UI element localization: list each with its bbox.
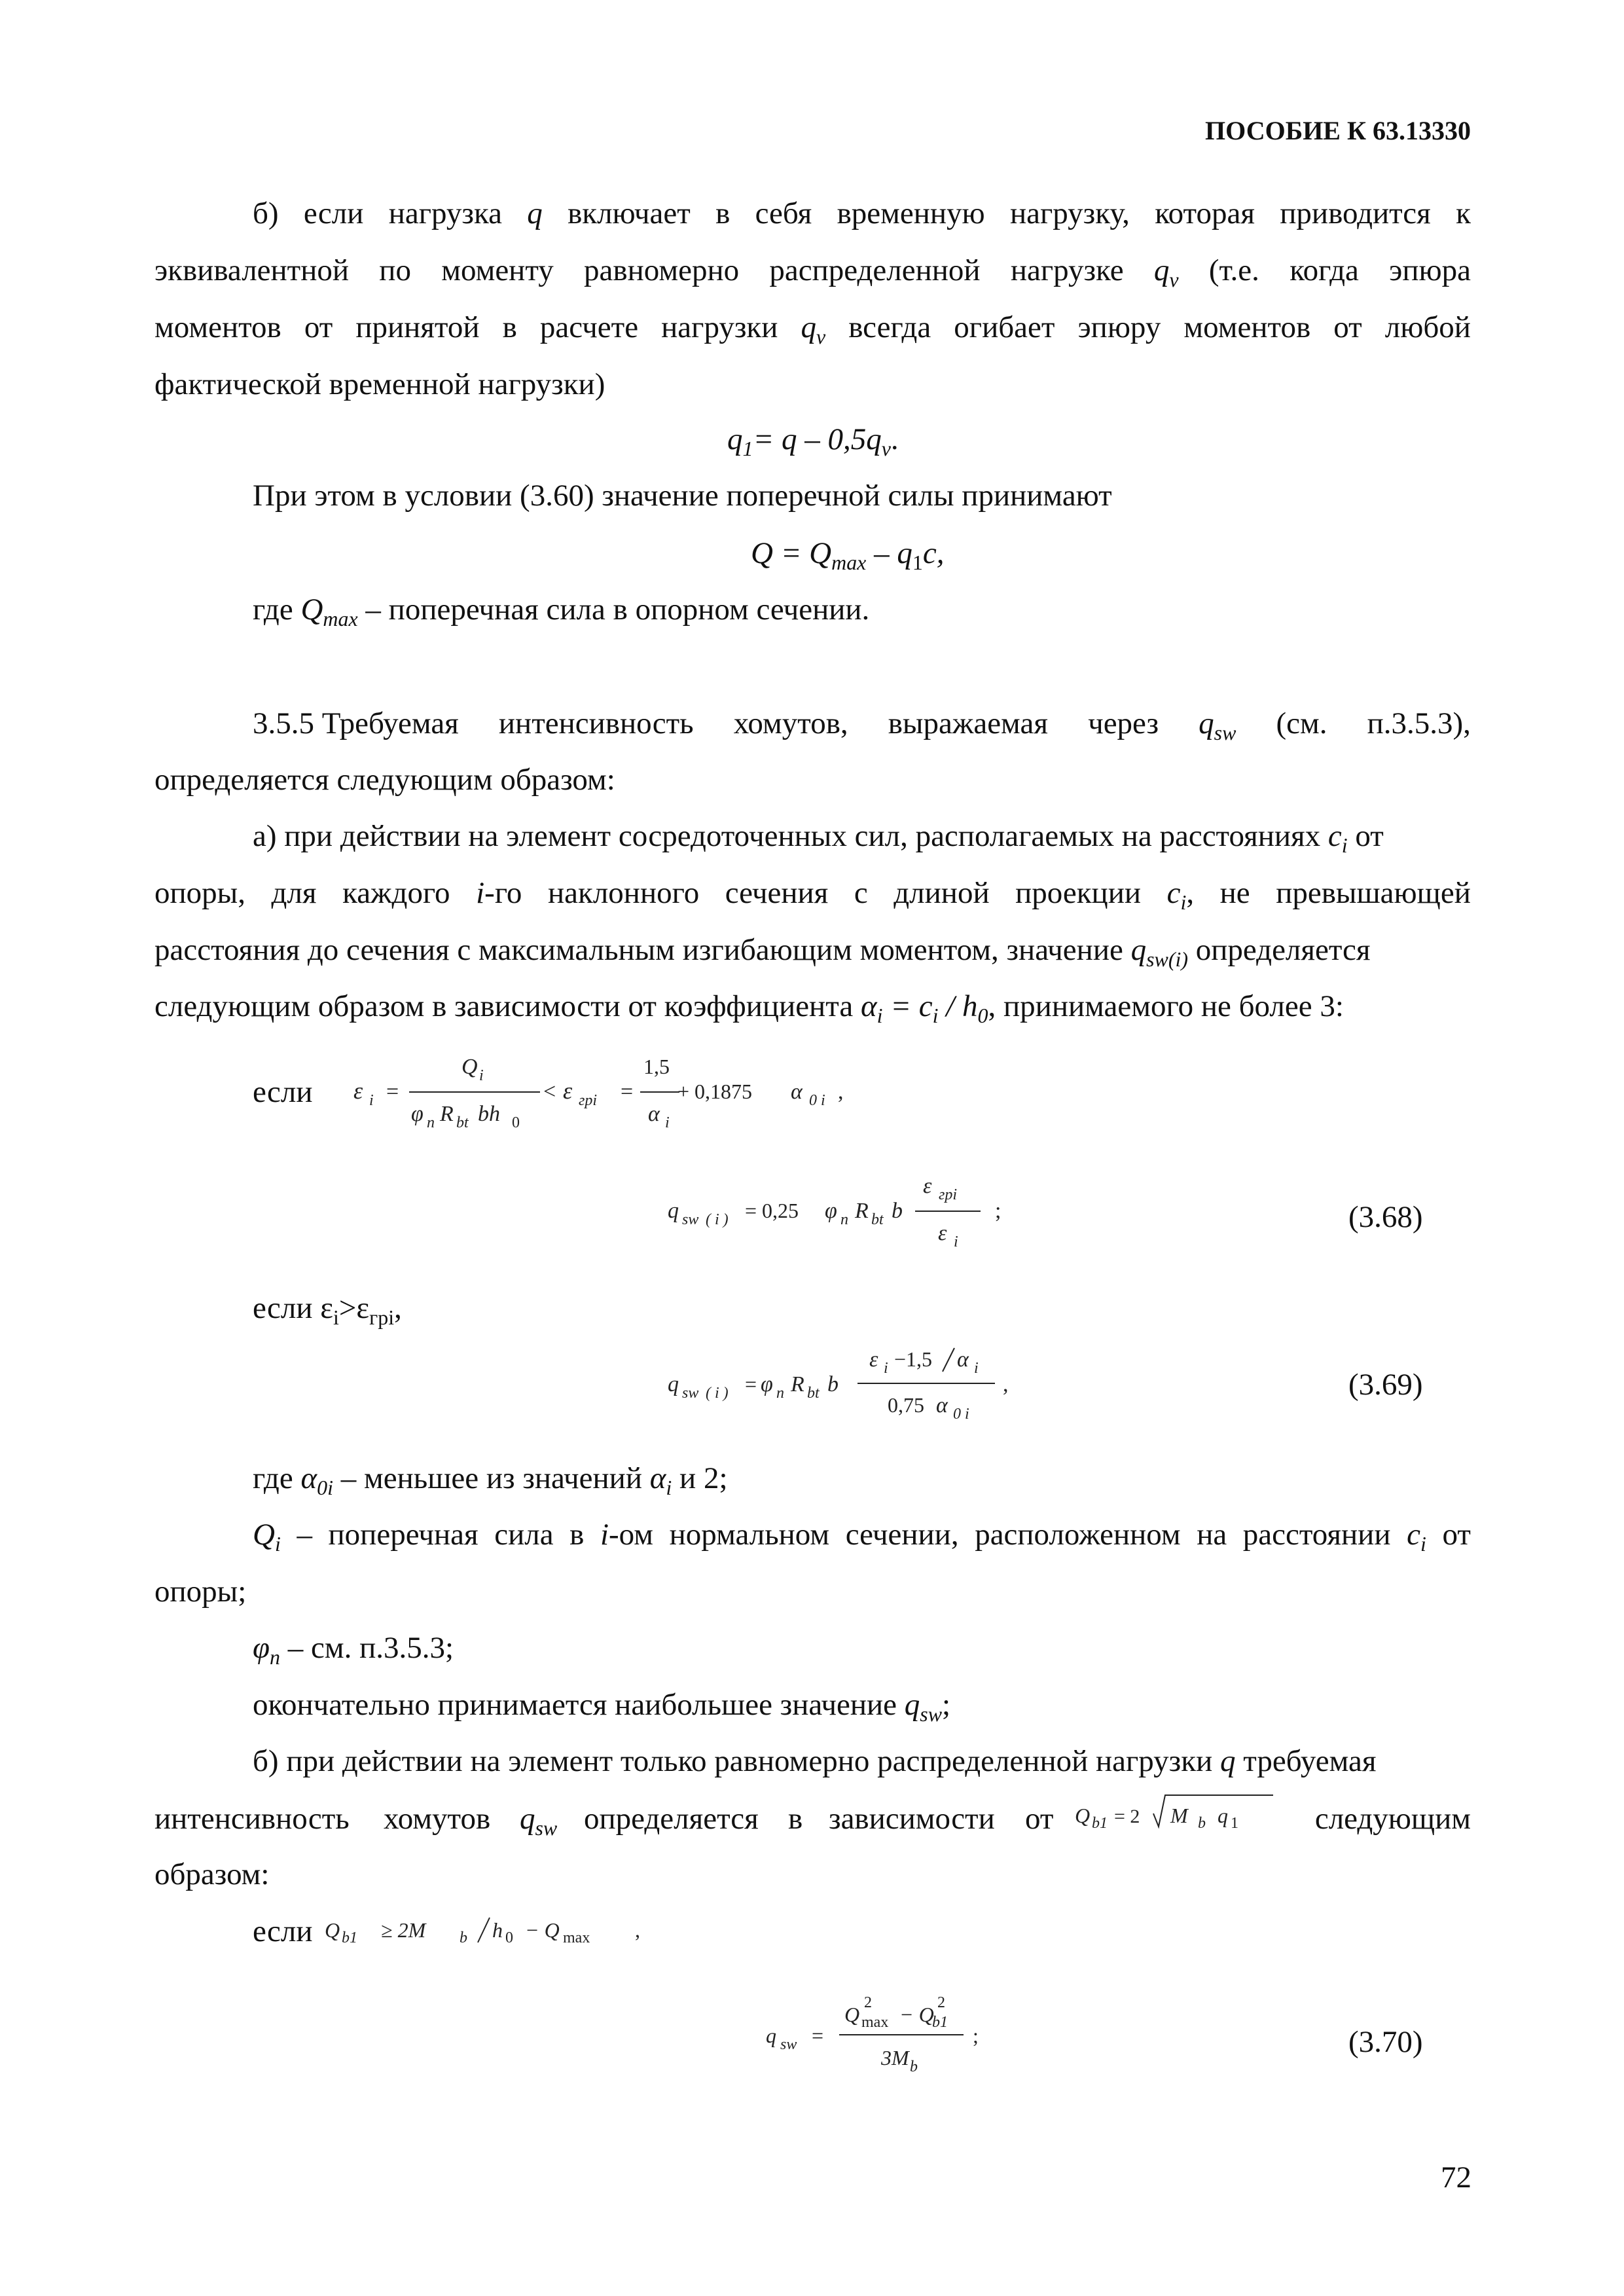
cond1-alpha0-sub: 0 i [809, 1092, 825, 1109]
qb1-eq: = 2 [1114, 1806, 1140, 1827]
eq369-den: 0,75 [888, 1393, 924, 1417]
def-Qi-line2: опоры; [154, 1575, 247, 1609]
eq368-bt: bt [871, 1211, 884, 1228]
eq368-R: R [855, 1199, 869, 1223]
eq369-sw: sw [682, 1385, 699, 1402]
eq368-sw: sw [682, 1211, 699, 1228]
cond3-max: max [563, 1929, 590, 1946]
cond1-eps2: ε [563, 1078, 573, 1104]
def-Qi-line1: $Q_i$ – поперечная сила в i-ом нормальном сечении, расположенном на расстоянии $c_i$ от [253, 1518, 1471, 1556]
cond1-if-label: если [253, 1075, 313, 1109]
eq369-alpha-sub: i [974, 1360, 979, 1377]
eq370-sw: sw [780, 2036, 797, 2053]
eq370-eq: = [812, 2024, 824, 2047]
cond3-zero: 0 [505, 1929, 513, 1946]
cond3-b1: b1 [342, 1929, 357, 1946]
eq369-slash [943, 1348, 954, 1372]
cond3-formula [321, 1902, 661, 1954]
para-b2-line1: При этом в условии (3.60) значение поперечной силы принимают [253, 479, 1112, 513]
cond1-R: R [440, 1102, 454, 1126]
cond2-line: если $\varepsilon_i>\varepsilon_{гpi}$, [253, 1291, 402, 1329]
eq370-number: (3.70) [1348, 2025, 1423, 2059]
eq369-eq: = [745, 1372, 757, 1396]
cond3-if-label: если [253, 1914, 313, 1948]
cond1-num15: 1,5 [643, 1055, 670, 1078]
eq368-phi: φ [825, 1199, 837, 1223]
cond1-eps: ε [353, 1078, 363, 1104]
eq368-eq: = 0,25 [745, 1199, 799, 1222]
eq370-two2: 2 [937, 1994, 945, 2011]
cond1-formula [340, 1048, 943, 1146]
cond1-bh: bh [478, 1102, 500, 1126]
para-b3-line3: образом: [154, 1857, 270, 1891]
cond1-R-sub: bt [456, 1114, 469, 1131]
eq370-two: 2 [864, 1994, 872, 2011]
cond1-bh-sub: 0 [512, 1114, 520, 1131]
qb1-b1: b1 [1092, 1815, 1108, 1832]
eq370-Q: Q [844, 2003, 860, 2026]
eq370-q: q [766, 2024, 776, 2047]
para-b3-line1: б) при действии на элемент только равномерно распределенной нагрузки q требуемая [253, 1744, 1377, 1778]
para-a-line3: расстояния до сечения с максимальным изгибающим моментом, значение $q_{sw(i)}$ определяется [154, 933, 1371, 971]
cond1-alpha: α [648, 1102, 660, 1126]
eq368-b: b [892, 1199, 903, 1223]
cond3-slash [478, 1918, 490, 1942]
formula-Q: $Q = Q_{max} - q_1c$, [751, 536, 945, 574]
cond1-phi-sub: n [427, 1114, 435, 1131]
cond1-Q: Q [461, 1055, 478, 1079]
eq368-den: ε [938, 1221, 947, 1245]
cond3-b: b [460, 1929, 467, 1946]
eq369-eps: ε [869, 1347, 878, 1372]
cond3-comma: , [635, 1918, 640, 1942]
section-355-line2: определяется следующим образом: [154, 763, 615, 797]
section-355-line1: 3.5.5 Требуемая интенсивность хомутов, выражаемая через $q_{sw}$ (см. п.3.5.3), [253, 706, 1471, 744]
eq369-n: n [776, 1385, 784, 1402]
eq368-q: q [668, 1199, 679, 1223]
eq370-semi: ; [973, 2024, 979, 2047]
qb1-one: 1 [1231, 1815, 1238, 1832]
qb1-q: q [1218, 1804, 1228, 1827]
cond1-eq2: = [621, 1080, 634, 1104]
eq370-b: b [910, 2058, 918, 2075]
eq369-bt: bt [807, 1385, 820, 1402]
def-phin: $\varphi_n$ – см. п.3.5.3; [253, 1631, 454, 1669]
eq368-num: ε [923, 1174, 932, 1198]
eq370-formula [759, 1984, 1034, 2082]
eq368-formula [661, 1165, 1067, 1264]
eq369-R: R [791, 1372, 804, 1396]
eq370-minus: − Q [899, 2003, 934, 2026]
cond1-Q-sub: i [479, 1067, 484, 1084]
para-b3-inline-formula [1074, 1787, 1290, 1840]
para-a-line2: опоры, для каждого i-го наклонного сечения с длиной проекции $c_i$, не превышающей [154, 876, 1471, 914]
eq370-den: 3M [881, 2046, 909, 2069]
cond1-alpha-sub: i [665, 1114, 670, 1131]
eq368-ip: ( i ) [706, 1211, 729, 1228]
eq369-ip: ( i ) [706, 1385, 729, 1402]
cond1-phi: φ [411, 1102, 424, 1126]
eq368-number: (3.68) [1348, 1200, 1423, 1234]
eq368-semi: ; [995, 1199, 1001, 1223]
qb1-M: M [1170, 1804, 1188, 1827]
cond3-Q: Q [325, 1918, 340, 1942]
para-b1-line4: фактической временной нагрузки) [154, 367, 605, 401]
eq369-number: (3.69) [1348, 1368, 1423, 1402]
cond1-alpha0: α [791, 1080, 803, 1104]
eq369-phi: φ [761, 1372, 773, 1396]
page-number: 72 [1441, 2160, 1471, 2195]
eq369-eps-sub: i [884, 1360, 888, 1377]
eq368-den-sub: i [954, 1233, 958, 1250]
qb1-Q: Q [1075, 1804, 1091, 1827]
formula-q1: $q_1= q - 0,5q_v$. [727, 422, 899, 460]
eq369-alpha: α [957, 1347, 969, 1372]
def-final: окончательно принимается наибольшее значение $q_{sw}$; [253, 1688, 951, 1726]
para-a-line4: следующим образом в зависимости от коэффициента $\alpha_i = c_i / h_0$, принимаемого не более 3: [154, 989, 1344, 1027]
eq369-b: b [827, 1372, 839, 1396]
eq369-comma: , [1003, 1372, 1009, 1396]
qb1-b: b [1198, 1815, 1206, 1832]
cond1-lt: < [543, 1080, 556, 1104]
para-b1-line1: б) если нагрузка q включает в себя временную нагрузку, которая приводится к [253, 196, 1471, 230]
eq368-num-sub: гpi [939, 1186, 958, 1203]
def-alpha0i: где $\alpha_{0i}$ – меньшее из значений $\alpha_i$ и 2; [253, 1461, 728, 1499]
eq368-n: n [840, 1211, 848, 1228]
eq370-b1: b1 [932, 2014, 948, 2031]
eq370-max: max [861, 2014, 889, 2031]
cond1-plus: + 0,1875 [677, 1080, 753, 1103]
cond1-eps-sub: i [369, 1092, 374, 1109]
document-header [1205, 118, 1471, 144]
header-title: ПОСОБИЕ К 63.13330 [1205, 116, 1471, 145]
para-b1-line3: моментов от принятой в расчете нагрузки $q_v$ всегда огибает эпюру моментов от любой [154, 310, 1471, 348]
eq369-alpha0-sub: 0 i [953, 1406, 969, 1423]
cond3-h: h [492, 1918, 503, 1942]
cond3-ge: ≥ 2M [381, 1918, 426, 1942]
cond3-minus: − Q [525, 1918, 560, 1942]
cond1-eps2-sub: гpi [579, 1092, 598, 1109]
eq369-minus: −1,5 [894, 1347, 933, 1371]
eq369-formula [661, 1339, 1067, 1437]
eq369-alpha0: α [936, 1393, 948, 1417]
cond1-comma: , [838, 1080, 844, 1104]
eq369-q: q [668, 1372, 679, 1396]
cond1-eq: = [386, 1080, 399, 1104]
para-a-line1: а) при действии на элемент сосредоточенных сил, располагаемых на расстояниях $c_i$ от [253, 819, 1384, 857]
document-page: ПОСОБИЕ К 63.13330 б) если нагрузка q включает в себя временную нагрузку, которая приводится к эквивалентной по моменту равномерно распределенной нагрузке $q_v$ (т.е. когда эпюра моментов от принятой в расчете нагрузки $q_v$ всегда огибает эпюру моментов от любой фактической временной нагрузки) $q_1= q - 0,5q_v$. При этом в условии (3.60) значение поперечной силы принимают $Q = Q_{max} - q_1c$, где $Q_{max}$ – поперечная сила в опорном сечении. 3.5.5 Требуемая интенсивность хомутов, выражаемая через $q_{sw}$ (см. п.3.5.3), определяется следующим образом: а) при действии на элемент сосредоточенных сил, располагаемых на расстояниях $c_i$ от опоры, для каждого i-го наклонного сечения с длиной проекции $c_i$, не превышающей расстояния до сечения с максимальным изгибающим моментом, значение $q_{sw(i)}$ определяется следующим образом в зависимости от коэффициента $\alpha_i = c_i / h_0$, принимаемого не более 3: если ε i = Q i φ n R bt bh 0 < ε гpi = 1,5 α i + 0,1875 α 0 i , q sw ( i ) = 0,25 φ n R bt b ε гpi ε i ; (3.68) если $\varepsilon_i>\varepsilon_{гpi}$, q sw ( i ) = φ n R bt b ε i −1,5 α i 0,75 α 0 i , (3.69) где $\alpha_{0i}$ – меньшее из значений $\alpha_i$ и 2; $Q_i$ – поперечная сила в i-ом нормальном сечении, расположенном на расстоянии $c_i$ от опоры; $\varphi_n$ – см. п.3.5.3; окончательно принимается наибольшее значение $q_{sw}$; б) при действии на элемент только равномерно распределенной нагрузки q требуемая интенсивность хомутов $q_{sw}$ определяется в зависимости от следующим Q b1 = 2 M b q 1 образом: если Q b1 ≥ 2M b h 0 − Q max , q sw = Q 2 max − Q 2 b1 3M b ; (3.70) 72 [154, 116, 1471, 2195]
para-b1-line2: эквивалентной по моменту равномерно распределенной нагрузке $q_v$ (т.е. когда эпюра [154, 253, 1471, 291]
para-b2-line3: где $Q_{max}$ – поперечная сила в опорном сечении. [253, 592, 870, 630]
